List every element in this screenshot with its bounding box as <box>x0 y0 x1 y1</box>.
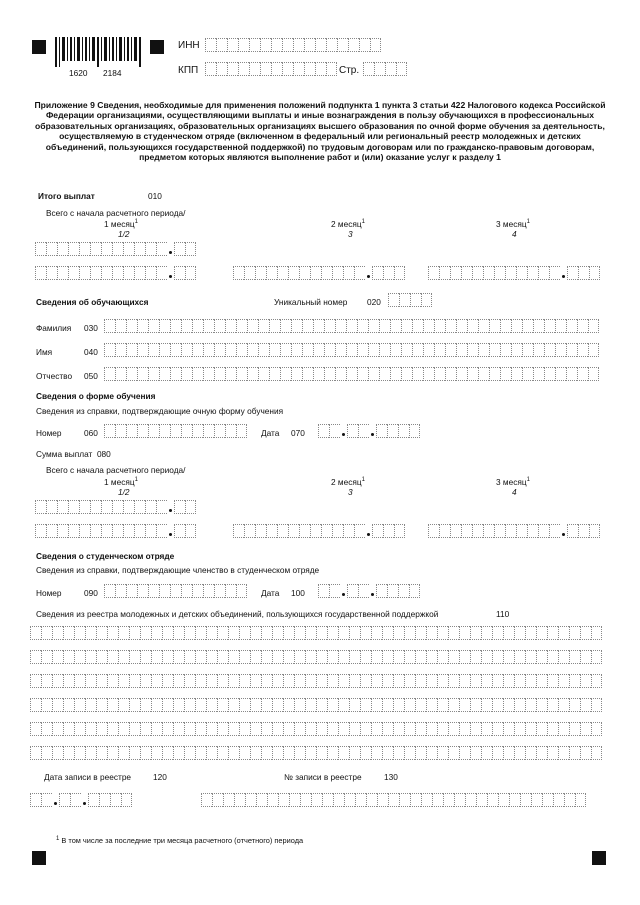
registry-code: 110 <box>496 609 510 619</box>
unique-number-label: Уникальный номер <box>274 297 348 307</box>
totals-since-start-field[interactable] <box>35 242 196 256</box>
reg-num-field[interactable] <box>201 793 586 807</box>
totals-month3-field[interactable] <box>428 266 600 280</box>
education-number-field[interactable] <box>104 424 247 438</box>
education-month1-field[interactable] <box>35 524 196 538</box>
squad-date-code: 100 <box>291 588 305 598</box>
squad-number-code: 090 <box>84 588 98 598</box>
reg-date-field[interactable] <box>30 793 132 807</box>
education-date-field[interactable] <box>318 424 420 438</box>
squad-heading: Сведения о студенческом отряде <box>36 551 175 561</box>
page-label: Стр. <box>339 65 360 76</box>
registry-row-6[interactable] <box>30 746 602 760</box>
education-month3: 3 месяц$^1$ <box>496 477 530 487</box>
squad-subheading: Сведения из справки, подтверждающие членство в студенческом отряде <box>36 565 320 575</box>
name-code: 040 <box>84 347 98 357</box>
totals-month2-field[interactable] <box>233 266 405 280</box>
education-heading: Сведения о форме обучения <box>36 391 156 401</box>
barcode <box>55 37 143 67</box>
surname-field[interactable] <box>104 319 599 333</box>
totals-since-start: Всего с начала расчетного периода/ <box>46 208 186 218</box>
name-field[interactable] <box>104 343 599 357</box>
education-month1-code: 1/2 <box>118 487 130 497</box>
surname-code: 030 <box>84 323 98 333</box>
totals-code: 010 <box>148 191 162 201</box>
squad-number-label: Номер <box>36 588 62 598</box>
registry-row-1[interactable] <box>30 626 602 640</box>
form-title: Приложение 9 Сведения, необходимые для применения положений подпункта 1 пункта 3 статьи 422 Налогового кодекса Российской Федерации организациями, осуществляющими выплаты и иные вознаграждения в пользу обучающихся в профессиональных образовательных организациях, образовательных организациях высшего образования по очной форме обучения за деятельность, осуществляемую в студенческом отряде (включенном в федеральный или региональный реестр молодежных и детских объединений, пользующихся государственной поддержкой) по трудовым договорам или по гражданско-правовым договорам, предметом которых являются выполнение работ и (или) оказание услуг к разделу 1 <box>34 100 606 163</box>
registry-row-3[interactable] <box>30 674 602 688</box>
education-since-start: Всего с начала расчетного периода/ <box>46 465 186 475</box>
totals-month1-field[interactable] <box>35 266 196 280</box>
totals-month1: 1 месяц$^1$ <box>104 219 138 229</box>
barcode-number-2: 2184 <box>103 68 122 78</box>
totals-label: Итого выплат <box>38 191 95 201</box>
registry-row-2[interactable] <box>30 650 602 664</box>
education-date-label: Дата <box>261 428 280 438</box>
education-month2-code: 3 <box>348 487 353 497</box>
patronymic-code: 050 <box>84 371 98 381</box>
education-date-code: 070 <box>291 428 305 438</box>
registry-row-5[interactable] <box>30 722 602 736</box>
reg-num-code: 130 <box>384 772 398 782</box>
squad-date-label: Дата <box>261 588 280 598</box>
totals-month1-code: 1/2 <box>118 229 130 239</box>
registry-row-4[interactable] <box>30 698 602 712</box>
unique-number-code: 020 <box>367 297 381 307</box>
totals-month3: 3 месяц$^1$ <box>496 219 530 229</box>
education-subheading: Сведения из справки, подтверждающие очную форму обучения <box>36 406 284 416</box>
education-month2-field[interactable] <box>233 524 405 538</box>
totals-month2: 2 месяц$^1$ <box>331 219 365 229</box>
kpp-field[interactable] <box>205 62 337 76</box>
corner-marker-top-left <box>32 40 46 54</box>
education-month2: 2 месяц$^1$ <box>331 477 365 487</box>
squad-number-field[interactable] <box>104 584 247 598</box>
name-label: Имя <box>36 347 53 357</box>
student-heading: Сведения об обучающихся <box>36 297 149 307</box>
barcode-number-1: 1620 <box>69 68 88 78</box>
education-month3-field[interactable] <box>428 524 600 538</box>
reg-date-code: 120 <box>153 772 167 782</box>
totals-month3-code: 4 <box>512 229 517 239</box>
education-number-label: Номер <box>36 428 62 438</box>
corner-marker-bottom-right <box>592 851 606 865</box>
unique-number-field[interactable] <box>388 293 432 307</box>
patronymic-field[interactable] <box>104 367 599 381</box>
corner-marker-bottom-left <box>32 851 46 865</box>
footnote: $^1$ В том числе за последние три месяца расчетного (отчетного) периода <box>56 836 304 845</box>
kpp-label: КПП <box>178 65 199 76</box>
surname-label: Фамилия <box>36 323 72 333</box>
inn-field[interactable] <box>205 38 381 52</box>
reg-num-label: № записи в реестре <box>284 772 362 782</box>
registry-label: Сведения из реестра молодежных и детских объединений, пользующихся государственной поддержкой <box>36 609 439 619</box>
totals-month2-code: 3 <box>348 229 353 239</box>
inn-label: ИНН <box>178 40 200 51</box>
education-sum-label: Сумма выплат 080 <box>36 449 111 459</box>
education-number-code: 060 <box>84 428 98 438</box>
education-month1: 1 месяц$^1$ <box>104 477 138 487</box>
education-since-start-field[interactable] <box>35 500 196 514</box>
corner-marker-top-mid <box>150 40 164 54</box>
reg-date-label: Дата записи в реестре <box>44 772 132 782</box>
education-month3-code: 4 <box>512 487 517 497</box>
squad-date-field[interactable] <box>318 584 420 598</box>
patronymic-label: Отчество <box>36 371 73 381</box>
page-field[interactable] <box>363 62 407 76</box>
